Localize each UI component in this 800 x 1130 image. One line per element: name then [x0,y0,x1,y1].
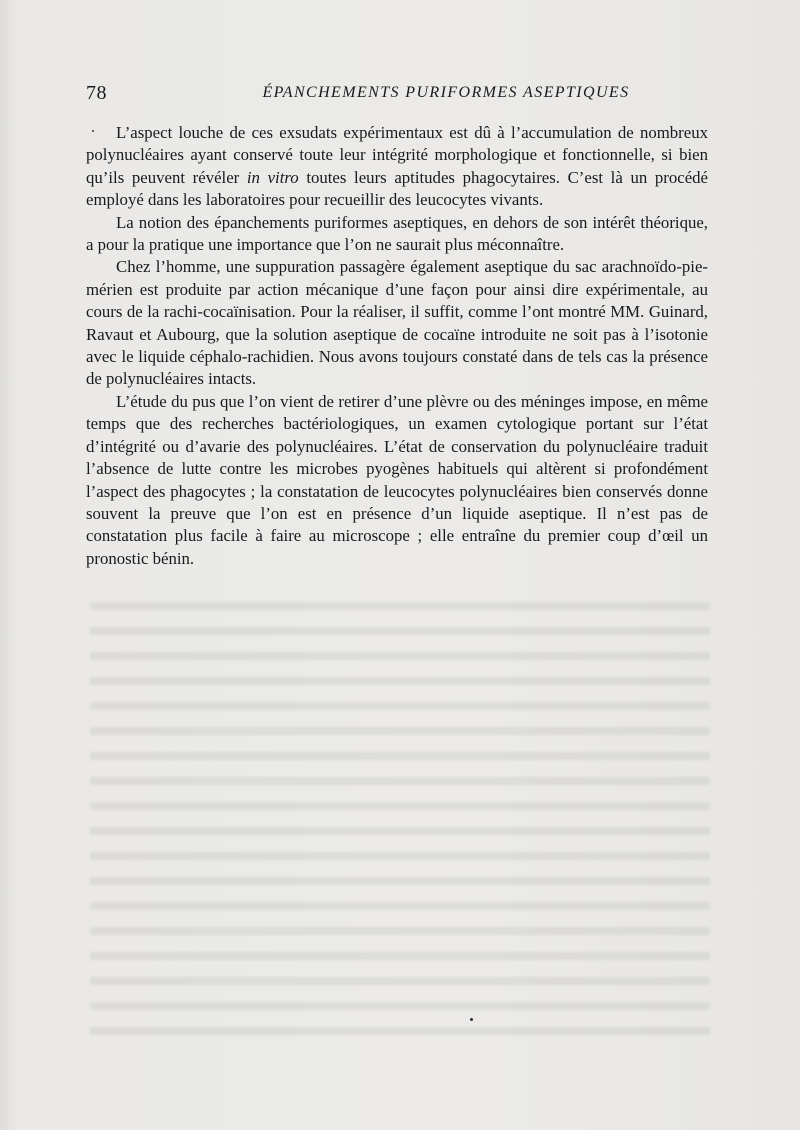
paragraph-etude-du-pus: L’étude du pus que l’on vient de retirer d’une plèvre ou des méninges impose, en même temps que des recherches bactériologiques, un examen cytologique portant sur l’état d’intégrité ou d’avarie des polynucléaires. L’état de conservation du polynucléaire traduit l’absence de lutte contre les microbes pyogènes habituels qui altèrent si profondément l’aspect des phagocytes ; la constatation de leucocytes polynucléaires bien conservés donne souvent la preuve que l’on est en présence d’un liquide aseptique. Il n’est pas de constatation plus facile à faire au microscope ; elle entraîne du premier coup d’œil un pronostic bénin. [86,391,708,568]
body-text [86,122,708,570]
running-head [86,82,706,106]
page-number: 78 [86,82,107,104]
running-title: ÉPANCHEMENTS PURIFORMES ASEPTIQUES [262,84,630,101]
paragraph-rachi-cocainisation: Chez l’homme, une suppuration passagère également aseptique du sac arachnoïdo-pie-mérien est produite par action mécanique d’une façon pour ainsi dire expérimentale, au cours de la rachi-cocaïnisation. Pour la réaliser, il suffit, comme l’ont montré MM. Guinard, Ravaut et Aubourg, que la solution aseptique de cocaïne introduite ne soit pas à l’isotonie avec le liquide céphalo-rachidien. Nous avons toujours constaté dans de tels cas la présence de polynucléaires intacts. [86,257,708,389]
bleed-through-shadow [90,590,710,1050]
paragraph-notion: La notion des épanchements puriformes aseptiques, en dehors de son intérêt théorique, a pour la pratique une importance que l’on ne saurait plus méconnaître. [86,212,708,255]
print-speck [92,130,94,132]
paragraph-exsudats: L’aspect louche de ces exsudats expérimentaux est dû à l’accumulation de nombreux polynucléaires ayant conservé toute leur intégrité morphologique et fonctionnelle, si bien qu’ils peuvent révéler in vitro toutes leurs aptitudes phagocytaires. C’est là un procédé employé dans les laboratoires pour recueillir des leucocytes vivants. [86,123,708,210]
print-speck [470,1018,473,1021]
emphasis-in-vitro: in vitro [246,167,299,187]
